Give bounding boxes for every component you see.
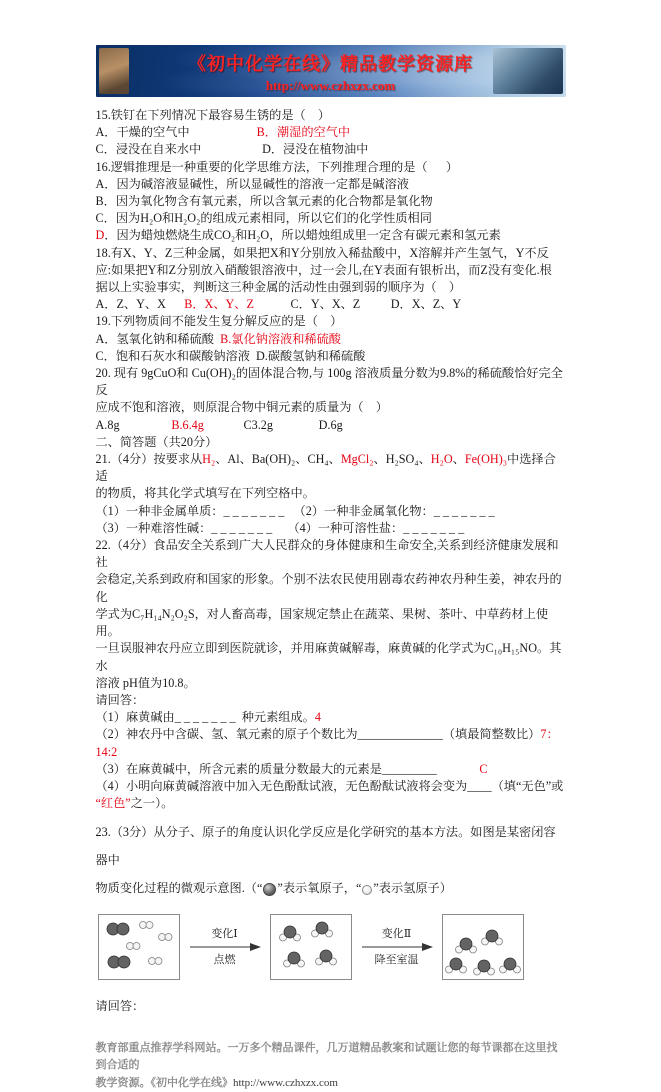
q16-option-b — [96, 193, 566, 210]
text-segment: 教学资源。《初中化学在线》 — [95, 1076, 233, 1089]
microscopic-reaction-diagram — [98, 914, 566, 980]
water-molecule — [499, 958, 520, 973]
text-segment: 15.铁钉在下列情况下最容易生锈的是（ ） — [95, 108, 331, 122]
q19-options-ab — [96, 331, 566, 348]
q20-stem-2 — [96, 399, 566, 416]
change-2-arrow-group — [356, 927, 438, 967]
text-segment: C3.2g D.6g — [203, 417, 343, 432]
right-arrow-icon — [360, 942, 434, 952]
water-molecule — [445, 958, 466, 973]
water-molecule — [455, 938, 476, 953]
water-molecule — [311, 922, 332, 937]
water-molecule — [283, 952, 304, 967]
q16-option-d — [96, 227, 566, 244]
please-answer-2 — [96, 998, 566, 1015]
text-segment: 中选择合适 — [95, 452, 556, 484]
text-segment: C — [479, 761, 488, 776]
text-segment: C．浸没在自来水中 D．浸没在植物油中 — [95, 142, 369, 157]
q23-stem-1 — [96, 818, 566, 874]
text-segment: H₂ — [202, 452, 216, 467]
text-segment: A．干燥的空气中 — [95, 125, 257, 140]
hydrogen-atom-icon — [362, 885, 372, 895]
text-segment: Fe(OH)₃ — [464, 452, 508, 467]
banner-text — [96, 45, 566, 94]
right-arrow-icon — [188, 942, 262, 952]
text-segment: A.8g — [95, 417, 172, 432]
change-1-label: 变化Ⅰ — [211, 928, 238, 941]
diagram-box-before-reaction — [98, 914, 180, 980]
text-segment: 、H₂SO₄、 — [373, 452, 431, 467]
text-segment: MgCl₂ — [340, 452, 374, 467]
text-segment: 之一）。 — [130, 796, 174, 811]
text-segment: http://www.czhxzx.com — [233, 1076, 338, 1089]
text-segment: C．饱和石灰水和碳酸钠溶液 D.碳酸氢钠和稀硫酸 — [95, 348, 366, 363]
q22-stem-5 — [96, 675, 566, 692]
text-segment: 会稳定,关系到政府和国家的形象。个别不法农民使用剧毒农药神农丹种生姜，神农丹的化 — [95, 572, 562, 604]
q19-options-cd — [96, 348, 566, 365]
text-segment: C．Y、X、Z D．X、Z、Y — [253, 297, 462, 312]
q21-stem-2 — [96, 485, 566, 502]
water-molecule — [279, 926, 300, 941]
text-segment: 22.（4分）食品安全关系到广大人民群众的身体健康和生命安全,关系到经济健康发展和社 — [95, 538, 559, 570]
q21-blanks-12 — [96, 503, 566, 520]
q21-stem-1 — [96, 451, 566, 485]
section-2-heading — [96, 434, 566, 451]
q22-sub3 — [96, 761, 566, 778]
q20-stem-1 — [96, 365, 566, 399]
banner-title: 《初中化学在线》精品教学资源库 — [188, 54, 473, 74]
text-segment: 16.逻辑推理是一种重要的化学思维方法，下列推理合理的是（ ） — [95, 159, 459, 174]
water-molecule — [481, 930, 502, 945]
q22-stem-3 — [96, 606, 566, 640]
hydrogen-molecule — [148, 958, 162, 965]
q16-option-c — [96, 210, 566, 227]
text-segment: B．X、Y、Z — [184, 297, 254, 312]
text-segment: 的物质，将其化学式填写在下列空格中。 — [95, 486, 315, 501]
change-1-condition-label: 点燃 — [213, 954, 236, 967]
q20-options — [96, 417, 566, 434]
text-segment: ”表示氧原子，“ — [277, 881, 362, 896]
oxygen-molecule — [108, 956, 130, 968]
text-segment: 、 — [452, 452, 465, 467]
oxygen-atom-icon — [263, 883, 276, 896]
change-2-condition-label: 降至室温 — [374, 954, 419, 967]
change-2-label: 变化Ⅱ — [381, 928, 412, 941]
text-segment: 物质变化过程的微观示意图.（“ — [95, 881, 263, 896]
text-segment: H₂O — [430, 452, 453, 467]
banner-url-link[interactable]: http://www.czhxzx.com — [265, 78, 396, 93]
text-segment: （1）一种非金属单质：_ _ _ _ _ _ _ （2）一种非金属氧化物：_ _ _ _ _ _ _ — [95, 503, 495, 518]
text-segment: A．因为碱溶液显碱性，所以显碱性的溶液一定都是碱溶液 — [95, 176, 409, 191]
text-segment: 21.（4分）按要求从 — [95, 452, 203, 467]
hydrogen-molecule — [126, 943, 140, 950]
text-segment: （1）麻黄碱由_ _ _ _ _ _ _ 种元素组成。 — [95, 710, 315, 725]
text-segment: 学式为C₇H₁₄N₂O₂S，对人畜高毒，国家规定禁止在蔬菜、果树、茶叶、中草药材上使用。 — [95, 606, 549, 639]
q22-stem-4 — [96, 640, 566, 674]
oxygen-molecule — [107, 923, 129, 935]
q22-stem-2 — [96, 571, 566, 605]
diagram-box-after-cooling — [442, 914, 524, 980]
footer-line-2 — [96, 1075, 566, 1092]
text-segment: 20. 现有 9gCuO和 Cu(OH)₂的固体混合物,与 100g 溶液质量分数为9.8%的稀硫酸恰好完全反 — [95, 366, 563, 398]
q18-options — [96, 296, 566, 313]
q15-options-cd — [96, 141, 566, 158]
text-segment: 7：14:2 — [95, 727, 559, 759]
text-segment: 、Al、Ba(OH)₂、CH₄、 — [215, 452, 341, 467]
site-banner — [96, 45, 566, 97]
hydrogen-molecule — [139, 922, 153, 929]
text-segment: 23.（3分）从分子、原子的角度认识化学反应是化学研究的基本方法。如图是某密闭容器中 — [95, 825, 556, 868]
questions-text-block — [96, 107, 566, 902]
text-segment: 教育部重点推荐学科网站。一万多个精品课件，几万道精品教案和试题让您的每节课都在这里找到合适的 — [95, 1041, 558, 1072]
text-segment: D — [95, 228, 105, 243]
text-segment: 应:如果把Y和Z分别放入硝酸银溶液中，过一会儿,在Y表面有银析出，而Z没有变化.根 — [95, 262, 552, 277]
q15-options-ab — [96, 124, 566, 141]
q22-sub4-1 — [96, 778, 566, 795]
diagram-box-after-ignition — [270, 914, 352, 980]
footer-line-1 — [96, 1040, 566, 1075]
please-answer-1 — [96, 692, 566, 709]
change-1-arrow-group — [184, 927, 266, 967]
q15-stem — [96, 107, 566, 124]
text-segment: A．Z、Y、X — [95, 297, 185, 312]
text-segment: B.6.4g — [171, 417, 204, 432]
water-molecule — [473, 960, 494, 975]
text-segment: A．氢氧化钠和稀硫酸 — [95, 331, 221, 346]
text-segment: （4）小明向麻黄碱溶液中加入无色酚酞试液，无色酚酞试液将会变为____（填“无色”或 — [95, 778, 564, 793]
text-segment: ”表示氢原子） — [373, 881, 452, 896]
text-segment: （3）在麻黄碱中，所含元素的质量分数最大的元素是_________ — [95, 761, 480, 776]
water-molecule — [315, 950, 336, 965]
text-segment: B．因为氧化物含有氧元素，所以含氧元素的化合物都是氧化物 — [95, 194, 433, 209]
text-segment: 19.下列物质间不能发生复分解反应的是（ ） — [95, 314, 343, 329]
text-segment: B．潮湿的空气中 — [256, 125, 351, 140]
text-segment: 据以上实验事实，判断这三种金属的活动性由强到弱的顺序为（ ） — [95, 280, 462, 295]
text-segment: 溶液 pH值为10.8。 — [95, 675, 196, 690]
q22-sub1 — [96, 709, 566, 726]
q23-stem-2 — [96, 874, 566, 902]
text-segment: （3）一种难溶性碱：_ _ _ _ _ _ _ （4）一种可溶性盐：_ _ _ _ _ _ _ — [95, 520, 465, 535]
text-segment: 二、简答题（共20分） — [95, 434, 218, 449]
q18-stem-2 — [96, 262, 566, 279]
text-segment: 请回答： — [95, 999, 145, 1014]
page-footer — [96, 1040, 566, 1092]
text-segment: 18.有X、Y、Z三种金属，如果把X和Y分别放入稀盐酸中，X溶解并产生氢气，Y不反 — [95, 245, 549, 260]
text-segment: “红色” — [95, 796, 131, 811]
text-segment: 4 — [314, 710, 321, 725]
q19-stem — [96, 313, 566, 330]
q22-sub4-2 — [96, 795, 566, 812]
exam-page — [96, 0, 566, 1092]
q16-stem — [96, 159, 566, 176]
q22-stem-1 — [96, 537, 566, 571]
text-segment: C．因为H₂O和H₂O₂的组成元素相同，所以它们的化学性质相同 — [95, 211, 432, 226]
after-diagram-text-block — [96, 998, 566, 1015]
text-segment: 请回答： — [95, 692, 145, 707]
q18-stem-3 — [96, 279, 566, 296]
q22-sub2 — [96, 726, 566, 760]
q16-option-a — [96, 176, 566, 193]
text-segment: 应成不饱和溶液，则原混合物中铜元素的质量为（ ） — [95, 400, 388, 415]
text-segment: ．因为蜡烛燃烧生成CO₂和H₂O，所以蜡烛组成里一定含有碳元素和氢元素 — [104, 228, 501, 243]
text-segment: B.氯化钠溶液和稀硫酸 — [220, 331, 341, 346]
text-segment: 一旦误服神农丹应立即到医院就诊，并用麻黄碱解毒，麻黄碱的化学式为C₁₀H₁₅NO。其水 — [95, 641, 562, 673]
q21-blanks-34 — [96, 520, 566, 537]
q18-stem-1 — [96, 245, 566, 262]
text-segment: （2）神农丹中含碳、氢、氧元素的原子个数比为______________（填最简整数比） — [95, 727, 541, 742]
